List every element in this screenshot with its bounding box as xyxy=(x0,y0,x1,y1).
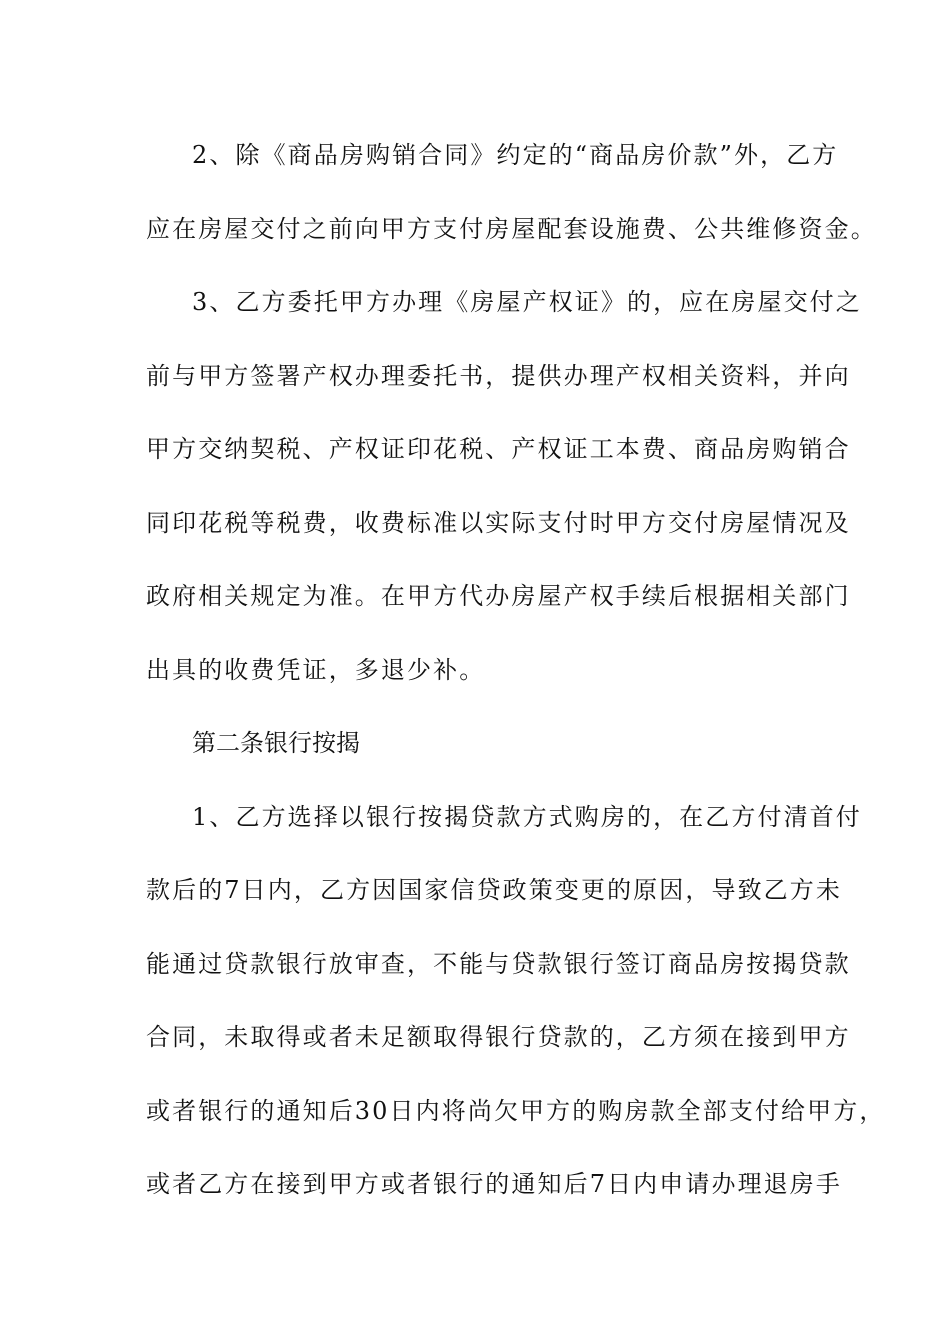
section-heading: 第二条银行按揭 xyxy=(192,729,360,757)
paragraph-line: 前与甲方签署产权办理委托书，提供办理产权相关资料，并向 xyxy=(146,361,851,390)
paragraph-line: 2、除《商品房购销合同》约定的“商品房价款”外，乙方 xyxy=(192,141,839,169)
paragraph-line: 1、乙方选择以银行按揭贷款方式购房的，在乙方付清首付 xyxy=(192,802,862,831)
document-body xyxy=(146,130,886,1233)
paragraph-line: 款后的7日内，乙方因国家信贷政策变更的原因，导致乙方未 xyxy=(146,876,842,904)
paragraph-line: 3、乙方委托甲方办理《房屋产权证》的，应在房屋交付之 xyxy=(192,288,862,316)
paragraph-line: 甲方交纳契税、产权证印花税、产权证工本费、商品房购销合 xyxy=(146,435,851,463)
paragraph-line: 同印花税等税费，收费标准以实际支付时甲方交付房屋情况及 xyxy=(146,508,851,537)
paragraph-line: 能通过贷款银行放审查，不能与贷款银行签订商品房按揭贷款 xyxy=(146,949,851,978)
paragraph-line: 合同，未取得或者未足额取得银行贷款的，乙方须在接到甲方 xyxy=(146,1023,851,1051)
paragraph-line: 或者乙方在接到甲方或者银行的通知后7日内申请办理退房手 xyxy=(146,1170,842,1198)
paragraph-line: 出具的收费凭证，多退少补。 xyxy=(146,655,486,684)
paragraph-line: 应在房屋交付之前向甲方支付房屋配套设施费、公共维修资金。 xyxy=(146,214,877,243)
paragraph-line: 政府相关规定为准。在甲方代办房屋产权手续后根据相关部门 xyxy=(146,582,851,610)
paragraph-line: 或者银行的通知后30日内将尚欠甲方的购房款全部支付给甲方， xyxy=(146,1096,886,1125)
